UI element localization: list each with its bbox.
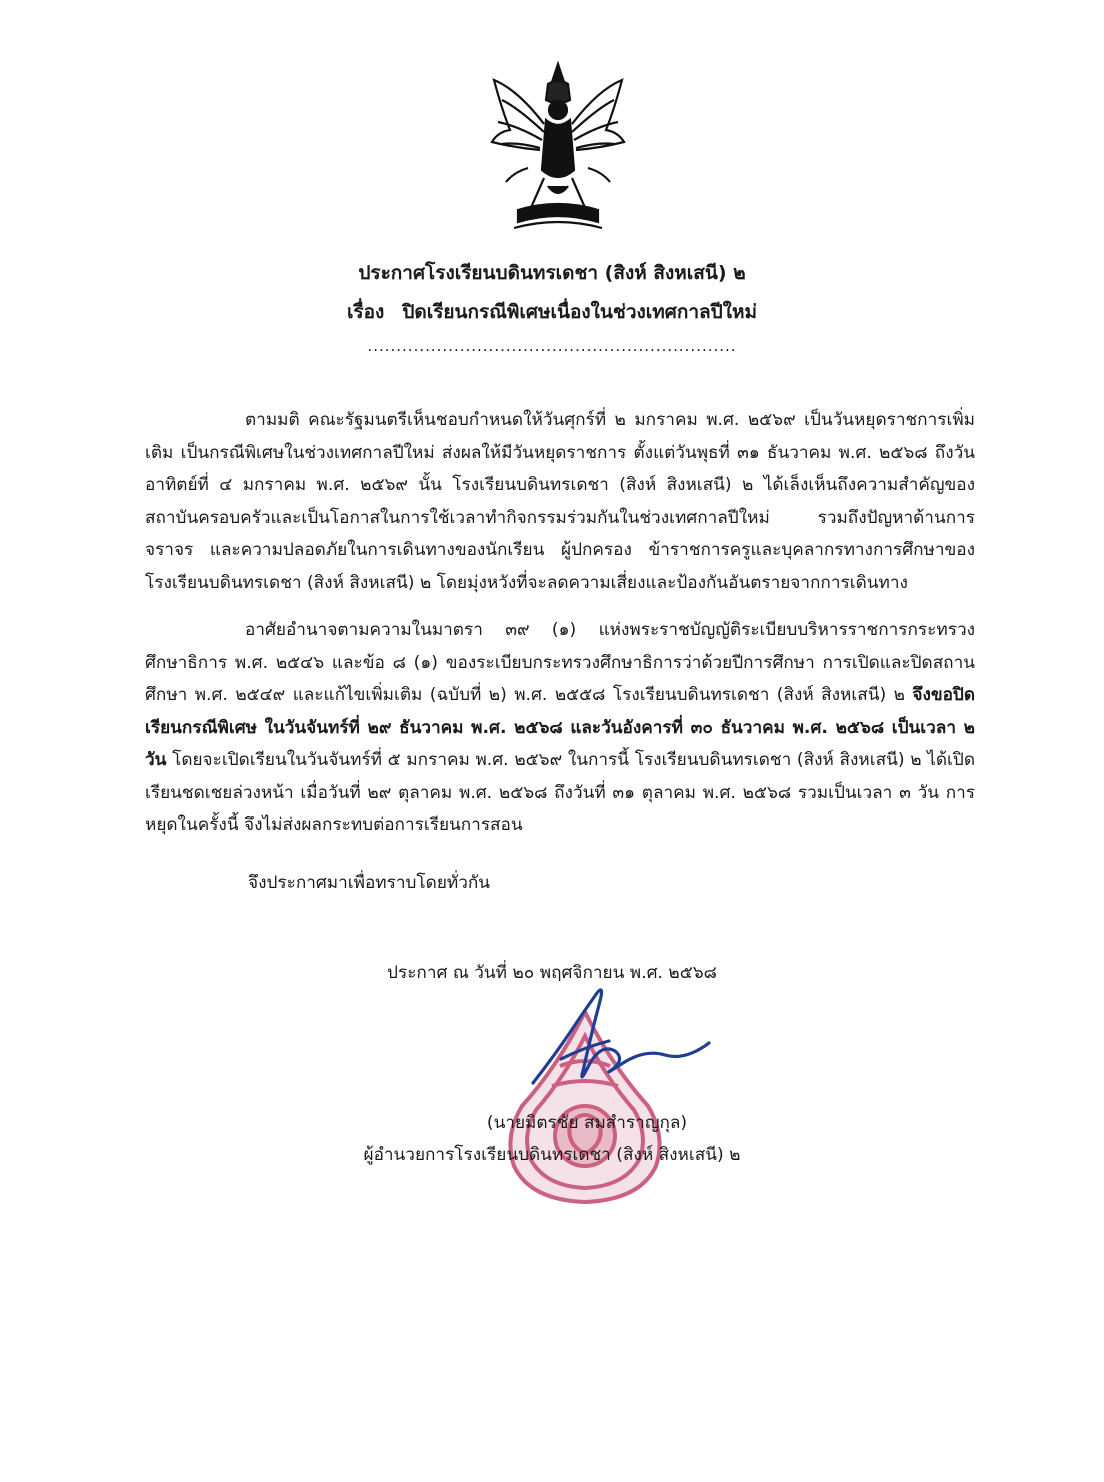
paragraph-1: ตามมติ คณะรัฐมนตรีเห็นชอบกำหนดให้วันศุกร์ที่ ๒ มกราคม พ.ศ. ๒๕๖๙ เป็นวันหยุดราชการเพิ่มเติม เป็นกรณีพิเศษในช่วงเทศกาลปีใหม่ ส่งผลให้มีวันหยุดราชการ ตั้งแต่วันพุธที่ ๓๑ ธันวาคม พ.ศ. ๒๕๖๘ ถึงวันอาทิตย์ที่ ๔ มกราคม พ.ศ. ๒๕๖๙ นั้น โรงเรียนบดินทรเดชา (สิงห์ สิงหเสนี) ๒ ได้เล็งเห็นถึงความสำคัญของสถาบันครอบครัวและเป็นโอกาสในการใช้เวลาทำกิจกรรมร่วมกันในช่วงเทศกาลปีใหม่ รวมถึงปัญหาด้านการจราจร และความปลอดภัยในการเดินทางของนักเรียน ผู้ปกครอง ข้าราชการครูและบุคลากรทางการศึกษาของโรงเรียนบดินทรเดชา (สิงห์ สิงหเสนี) ๒ โดยมุ่งหวังที่จะลดความเสี่ยงและป้องกันอันตรายจากการเดินทาง — [145, 410, 975, 593]
signature-icon — [525, 985, 715, 1090]
paragraph-2-start: อาศัยอำนาจตามความในมาตรา ๓๙ (๑) แห่งพระราชบัญญัติระเบียบบริหารราชการกระทรวงศึกษาธิการ พ.ศ. ๒๕๔๖ และข้อ ๘ (๑) ของระเบียบกระทรวงศึกษาธิการว่าด้วยปีการศึกษา การเปิดและปิดสถานศึกษา พ.ศ. ๒๕๔๙ และแก้ไขเพิ่มเติม (ฉบับที่ ๒) พ.ศ. ๒๕๕๘ โรงเรียนบดินทรเดชา (สิงห์ สิงหเสนี) ๒ — [145, 620, 975, 705]
paragraph-2-bold: จึงขอปิดเรียนกรณีพิเศษ ในวันจันทร์ที่ ๒๙ ธันวาคม พ.ศ. ๒๕๖๘ และวันอังคารที่ ๓๐ ธันวาคม พ.ศ. ๒๕๖๘ เป็นเวลา ๒ วัน — [145, 685, 975, 770]
title-separator: ................................................................ — [367, 337, 737, 355]
announcement-subject — [0, 297, 1104, 327]
announcement-title: ประกาศโรงเรียนบดินทรเดชา (สิงห์ สิงหเสนี) ๒ — [358, 262, 746, 284]
subject-label: เรื่อง — [346, 301, 385, 323]
announcement-date: ประกาศ ณ วันที่ ๒๐ พฤศจิกายน พ.ศ. ๒๕๖๘ — [387, 963, 717, 983]
signatory-name: (นายมิตรชัย สมสำราญกุล) — [486, 1113, 688, 1133]
paragraph-2-end: โดยจะเปิดเรียนในวันจันทร์ที่ ๕ มกราคม พ.ศ. ๒๕๖๙ ในการนี้ โรงเรียนบดินทรเดชา (สิงห์ สิงหเสนี) ๒ ได้เปิดเรียนชดเชยล่วงหน้า เมื่อวันที่ ๒๙ ตุลาคม พ.ศ. ๒๕๖๘ ถึงวันที่ ๓๑ ตุลาคม พ.ศ. ๒๕๖๘ รวมเป็นเวลา ๓ วัน การหยุดในครั้งนี้ จึงไม่ส่งผลกระทบต่อการเรียนการสอน — [145, 750, 976, 835]
paragraph-3: จึงประกาศมาเพื่อทราบโดยทั่วกัน — [248, 873, 491, 893]
subject-text: ปิดเรียนกรณีพิเศษเนื่องในช่วงเทศกาลปีใหม่ — [402, 301, 758, 323]
signatory-position: ผู้อำนวยการโรงเรียนบดินทรเดชา (สิงห์ สิงหเสนี) ๒ — [363, 1145, 741, 1165]
garuda-emblem-icon — [488, 60, 628, 236]
paragraph-2 — [145, 614, 975, 842]
